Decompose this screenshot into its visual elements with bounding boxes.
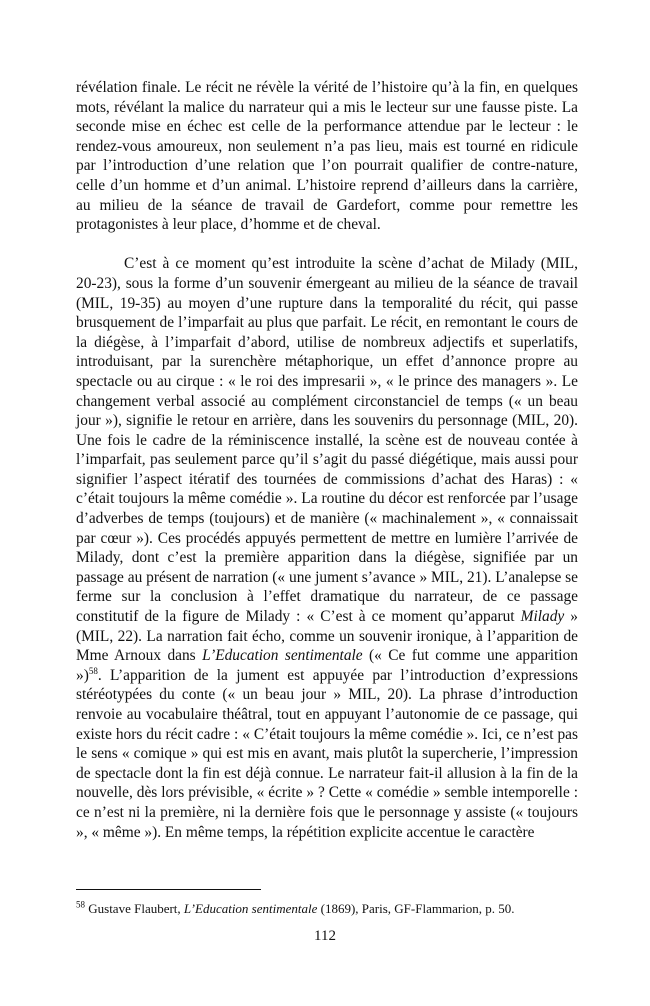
footnote-reference[interactable]: 58 bbox=[88, 665, 98, 676]
paragraph-2-text-b: » (MIL, 22). La narration fait écho, comme un souvenir ironique, à l’apparition de Mme Arnoux dans bbox=[76, 608, 579, 665]
footnote-rest: (1869), Paris, GF-Flammarion, p. 50. bbox=[317, 901, 515, 916]
footnote-divider bbox=[76, 889, 261, 890]
paragraph-1: révélation finale. Le récit ne révèle la vérité de l’histoire qu’à la fin, en quelques mots, révélant la malice du narrateur qui a mis le lecteur sur une fausse piste. La seconde mise en échec est celle de la performance attendue par le lecteur : le rendez-vous amoureux, non seulement n’a pas lieu, mais est tourné en ridicule par l’introduction d’une relation que l’on pourrait qualifier de contre-nature, celle d’un homme et d’un animal. L’histoire reprend d’ailleurs dans la carrière, au milieu de la séance de travail de Gardefort, comme pour remettre les protagonistes à leur place, d’homme et de cheval. bbox=[76, 79, 578, 234]
milady-italic: Milady bbox=[520, 608, 565, 626]
book-title-italic: L’Education sentimentale bbox=[202, 647, 363, 665]
paragraph-2-text-d: . L’apparition de la jument est appuyée par l’introduction d’expressions stéréotypées du conte (« un beau jour » MIL, 20). La phrase d’introduction renvoie au vocabulaire théâtral, tout en appuyant l’autonomie de ce passage, qui existe hors du récit cadre : « C’était toujours la même comédie ». Ici, ce n’est pas le sens « comique » qui est mis en avant, mais plutôt la supercherie, l’impression de spectacle dont la fin est déjà connue. Le narrateur fait-il allusion à la fin de la nouvelle, dès lors prévisible, « écrite » ? Cette « comédie » semble intemporelle : ce n’est ni la première, ni la dernière fois que le personnage y assiste (« toujours », « même »). En même temps, la répétition explicite accentue le caractère bbox=[76, 666, 578, 841]
page-body bbox=[76, 78, 578, 842]
paragraph-2-text-a: C’est à ce moment qu’est introduite la scène d’achat de Milady (MIL, 20-23), sous la forme d’un souvenir émergeant au milieu de la séance de travail (MIL, 19-35) au moyen d’une rupture dans la temporalité du récit, qui passe brusquement de l’imparfait au plus que parfait. Le récit, en remontant le cours de la diégèse, à l’imparfait d’abord, utilise de nombreux adjectifs et superlatifs, introduisant, par la surenchère métaphorique, un effet d’annonce propre au spectacle ou au cirque : « le roi des impresarii », « le prince des managers ». Le changement verbal associé au complément circonstanciel de temps (« un beau jour »), signifie le retour en arrière, dans les souvenirs du personnage (MIL, 20). Une fois le cadre de la réminiscence installé, la scène est de nouveau contée à l’imparfait, pas seulement parce qu’il s’agit du passé diégétique, mais aussi pour signifier l’aspect itératif des tournées de commissions d’achat des Haras) : « c’était toujours la même comédie ». La routine du décor est renforcée par l’usage d’adverbes de temps (toujours) et de manière (« machinalement », « connaissait par cœur »). Ces procédés appuyés permettent de mettre en lumière l’arrivée de Milady, dont c’est la première apparition dans la diégèse, signifiée par un passage au présent de narration (« une jument s’avance » MIL, 21). L’analepse se ferme sur la conclusion à l’effet dramatique du narrateur, de ce passage constitutif de la figure de Milady : « C’est à ce moment qu’apparut bbox=[76, 255, 578, 626]
paragraph-2-text-c: (« Ce fut comme une apparition ») bbox=[76, 647, 578, 684]
footnote-title: L’Education sentimentale bbox=[183, 901, 318, 916]
footnote-author: Gustave Flaubert, bbox=[85, 901, 184, 916]
footnote bbox=[76, 901, 586, 917]
footnote-number: 58 bbox=[76, 899, 85, 910]
paragraph-2 bbox=[76, 254, 578, 842]
page-number: 112 bbox=[314, 928, 336, 944]
